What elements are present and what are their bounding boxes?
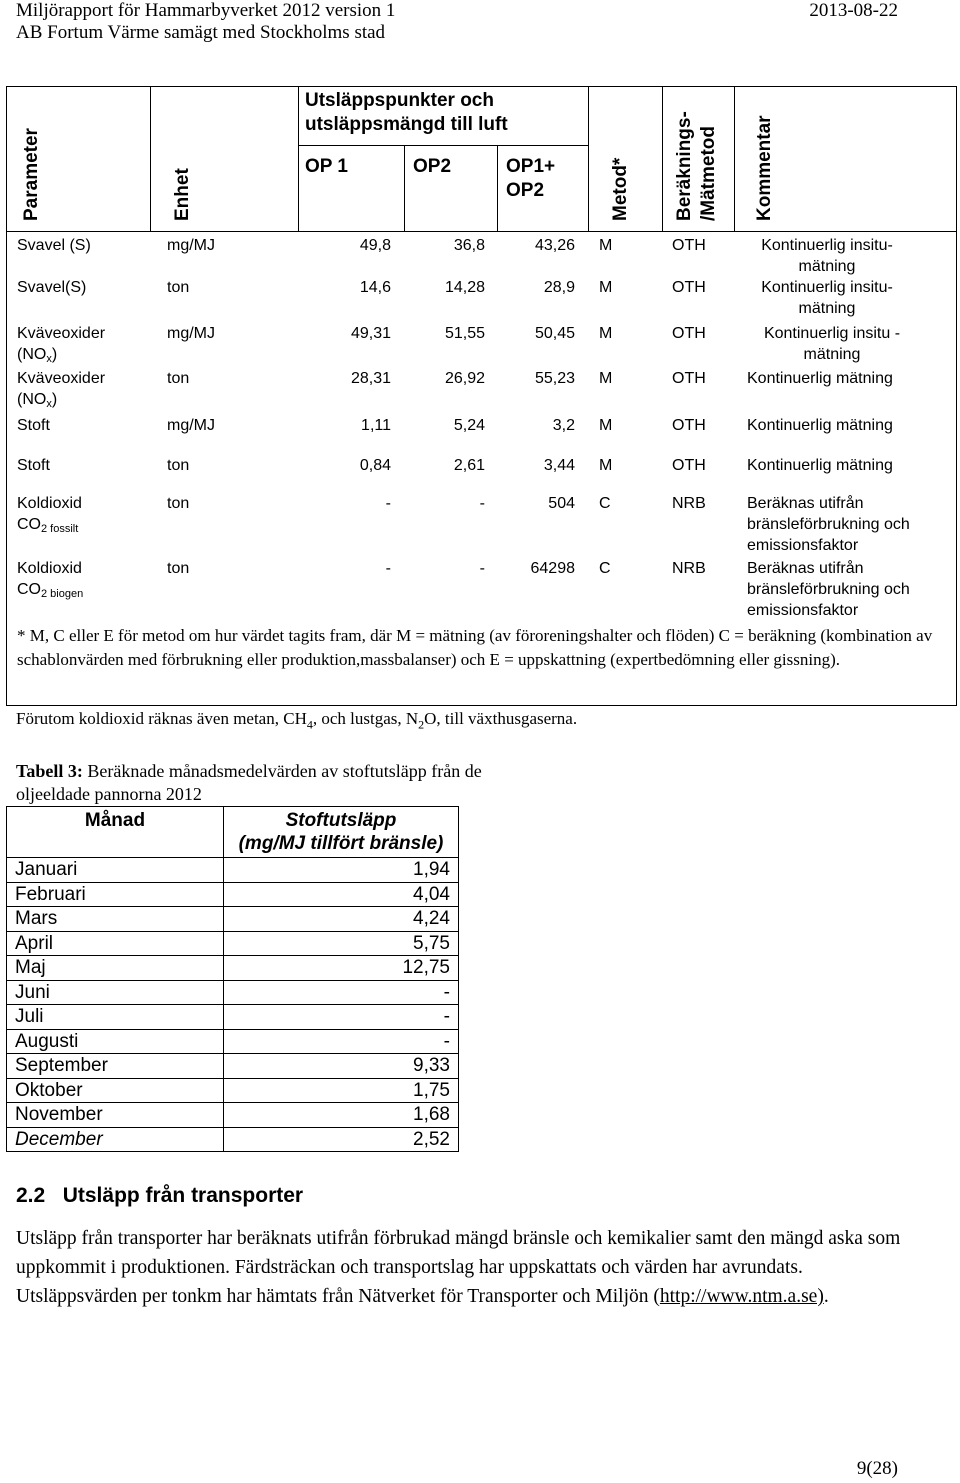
ntm-link[interactable]: http://www.ntm.a.se) <box>659 1286 824 1307</box>
cell-method: M <box>599 279 613 296</box>
cell-op1: - <box>385 560 391 577</box>
cell-dust-value: - <box>224 1029 459 1054</box>
cell-comment: Kontinuerlig insitu-mätning <box>761 237 893 275</box>
cell-op12: 50,45 <box>534 325 575 342</box>
cell-op2: 26,92 <box>444 370 485 387</box>
section-body-text: Utsläpp från transporter har beräknats utifrån förbrukad mängd bränsle och kemikalier samt den mängd aska som uppkommit i produktionen. Färdsträckan och transportslag har uppskattats och värden har avrundats. Utsläppsvärden per tonkm har hämtats från Nätverket för Transporter och Miljön ( <box>16 1228 901 1307</box>
cell-op1: 1,11 <box>361 417 391 434</box>
greenhouse-note-part3: O, till växthusgaserna. <box>424 709 578 728</box>
cell-parameter-line1: Koldioxid <box>17 495 82 512</box>
cell-parameter-subscript: 2 fossilt <box>41 523 79 535</box>
cell-method: M <box>599 457 613 474</box>
cell-dust-value: - <box>224 1005 459 1030</box>
cell-comment: Kontinuerlig insitu-mätning <box>761 279 893 317</box>
monthly-table-body <box>7 858 459 1152</box>
cell-op2: 5,24 <box>453 417 485 434</box>
table-row <box>7 1103 459 1128</box>
cell-calc: OTH <box>672 279 706 296</box>
cell-op2: 14,28 <box>444 279 485 296</box>
column-header-value <box>224 807 459 858</box>
cell-unit: mg/MJ <box>167 417 215 434</box>
cell-dust-value: 1,94 <box>224 858 459 883</box>
cell-unit: mg/MJ <box>167 237 215 254</box>
cell-comment: Kontinuerlig mätning <box>747 370 893 387</box>
cell-month: November <box>7 1103 224 1128</box>
cell-method: M <box>599 237 613 254</box>
cell-dust-value: 4,04 <box>224 882 459 907</box>
cell-month: December <box>7 1127 224 1152</box>
table-row <box>7 931 459 956</box>
cell-dust-value: 5,75 <box>224 931 459 956</box>
greenhouse-note-part1: Förutom koldioxid räknas även metan, CH <box>16 709 307 728</box>
cell-parameter-tail: ) <box>51 346 58 363</box>
emissions-table <box>6 86 957 706</box>
cell-month: Juni <box>7 980 224 1005</box>
cell-month: Januari <box>7 858 224 883</box>
cell-unit: ton <box>167 560 190 577</box>
cell-dust-value: 4,24 <box>224 907 459 932</box>
cell-unit: ton <box>167 495 190 512</box>
cell-op1: 14,6 <box>359 279 391 296</box>
document-header <box>16 0 395 44</box>
table-row <box>7 1127 459 1152</box>
greenhouse-note-sub1: 4 <box>306 717 313 732</box>
header-group-title: Utsläppspunkter och utsläppsmängd till luft <box>305 90 508 135</box>
header-calc-line2: /Mätmetod <box>698 126 719 221</box>
table-row <box>7 858 459 883</box>
table-caption <box>16 760 516 806</box>
cell-dust-value: 1,75 <box>224 1078 459 1103</box>
table-row <box>7 980 459 1005</box>
cell-op1: - <box>385 495 391 512</box>
cell-parameter-line1: Kväveoxider <box>17 370 106 387</box>
cell-op1: 49,8 <box>359 237 391 254</box>
cell-calc: OTH <box>672 417 706 434</box>
header-parameter: Parameter <box>21 128 42 221</box>
cell-month: Augusti <box>7 1029 224 1054</box>
header-comment: Kommentar <box>754 115 775 221</box>
header-op12: OP1+ OP2 <box>506 156 556 201</box>
cell-comment: Kontinuerlig insitu - mätning <box>763 325 901 363</box>
header-method-cell <box>588 87 663 231</box>
cell-comment: Kontinuerlig mätning <box>747 457 893 474</box>
cell-op1: 49,31 <box>350 325 391 342</box>
cell-parameter <box>17 368 157 415</box>
cell-month: Oktober <box>7 1078 224 1103</box>
cell-parameter-line2: (NO <box>17 391 47 408</box>
cell-op12: 3,2 <box>552 417 575 434</box>
cell-op12: 43,26 <box>534 237 575 254</box>
column-header-value-line2: (mg/MJ tillfört bränsle) <box>238 833 444 854</box>
cell-op12: 504 <box>548 495 575 512</box>
header-unit: Enhet <box>172 168 193 221</box>
cell-method: M <box>599 325 613 342</box>
page-number: 9(28) <box>856 1458 898 1479</box>
cell-op2: 51,55 <box>444 325 485 342</box>
cell-month: Maj <box>7 956 224 981</box>
cell-parameter-tail: ) <box>51 391 58 408</box>
section-title: Utsläpp från transporter <box>62 1184 304 1207</box>
section-body-end: . <box>823 1286 829 1307</box>
cell-parameter <box>17 493 157 540</box>
cell-op2: - <box>479 495 485 512</box>
cell-parameter: Svavel(S) <box>17 279 87 296</box>
table-header-row <box>7 807 459 858</box>
cell-month: April <box>7 931 224 956</box>
cell-parameter-subscript: x <box>46 398 52 410</box>
cell-parameter <box>17 558 157 605</box>
cell-method: M <box>599 370 613 387</box>
table-row <box>7 1054 459 1079</box>
cell-month: Februari <box>7 882 224 907</box>
cell-op12: 3,44 <box>543 457 575 474</box>
cell-dust-value: - <box>224 980 459 1005</box>
cell-comment: Beräknas utifrån bränsleförbrukning och emissionsfaktor <box>747 495 910 554</box>
table-row <box>7 956 459 981</box>
cell-month: Juli <box>7 1005 224 1030</box>
cell-calc: NRB <box>672 560 706 577</box>
header-comment-cell <box>734 87 956 231</box>
cell-parameter-subscript: x <box>46 353 52 365</box>
section-heading <box>16 1184 303 1208</box>
header-op1: OP 1 <box>305 156 348 177</box>
document-title: Miljörapport för Hammarbyverket 2012 version 1 <box>16 0 396 21</box>
cell-calc: NRB <box>672 495 706 512</box>
cell-unit: ton <box>167 370 190 387</box>
greenhouse-note-sub2: 2 <box>418 717 425 732</box>
table-row <box>7 1078 459 1103</box>
table-row <box>7 1029 459 1054</box>
cell-op12: 28,9 <box>543 279 575 296</box>
cell-calc: OTH <box>672 325 706 342</box>
header-parameter-cell <box>7 87 151 231</box>
document-date: 2013-08-22 <box>809 0 898 21</box>
header-method: Metod* <box>610 157 631 221</box>
cell-parameter: Stoft <box>17 417 50 434</box>
cell-calc: OTH <box>672 237 706 254</box>
header-op2: OP2 <box>413 156 452 177</box>
cell-parameter <box>17 323 157 370</box>
greenhouse-note-part2: , och lustgas, N <box>312 709 419 728</box>
table-row <box>7 1005 459 1030</box>
cell-parameter: Svavel (S) <box>17 237 91 254</box>
cell-parameter: Stoft <box>17 457 50 474</box>
header-unit-cell <box>150 87 299 231</box>
monthly-dust-table <box>6 806 459 1152</box>
cell-op1: 0,84 <box>359 457 391 474</box>
table-caption-text: Beräknade månadsmedelvärden av stoftutsläpp från de oljeeldade pannorna 2012 <box>16 761 482 804</box>
cell-parameter-line1: Kväveoxider <box>17 325 106 342</box>
cell-unit: ton <box>167 279 190 296</box>
cell-month: Mars <box>7 907 224 932</box>
cell-unit: mg/MJ <box>167 325 215 342</box>
cell-unit: ton <box>167 457 190 474</box>
cell-op12: 55,23 <box>534 370 575 387</box>
cell-month: September <box>7 1054 224 1079</box>
table-row <box>7 907 459 932</box>
cell-parameter-line2: (NO <box>17 346 47 363</box>
cell-parameter-subscript: 2 biogen <box>41 588 84 600</box>
column-header-value-line1: Stoftutsläpp <box>285 810 397 831</box>
cell-op12: 64298 <box>530 560 575 577</box>
cell-calc: OTH <box>672 457 706 474</box>
table-footnote: * M, C eller E för metod om hur värdet tagits fram, där M = mätning (av föroreningshalter och flöden) C = beräkning (kombination av schablonvärden med förbrukning eller produktion,massbalanser) och E = uppskattning (expertbedömning eller gissning). <box>17 626 933 669</box>
section-number: 2.2 <box>16 1184 46 1207</box>
header-calc-cell <box>662 87 735 231</box>
emissions-table-header <box>7 87 956 232</box>
cell-dust-value: 2,52 <box>224 1127 459 1152</box>
column-header-month: Månad <box>7 807 224 858</box>
cell-dust-value: 12,75 <box>224 956 459 981</box>
cell-op2: - <box>479 560 485 577</box>
cell-comment: Kontinuerlig mätning <box>747 417 893 434</box>
section-body <box>16 1224 916 1311</box>
cell-calc: OTH <box>672 370 706 387</box>
cell-method: M <box>599 417 613 434</box>
company-name: AB Fortum Värme samägt med Stockholms stad <box>16 22 386 43</box>
cell-parameter-line2: CO <box>17 516 41 533</box>
cell-op1: 28,31 <box>350 370 391 387</box>
cell-dust-value: 1,68 <box>224 1103 459 1128</box>
table-caption-label: Tabell 3: <box>16 761 83 781</box>
table-row <box>7 882 459 907</box>
cell-comment: Beräknas utifrån bränsleförbrukning och emissionsfaktor <box>747 560 910 619</box>
cell-dust-value: 9,33 <box>224 1054 459 1079</box>
cell-method: C <box>599 560 611 577</box>
cell-op2: 2,61 <box>453 457 485 474</box>
header-calc-line1: Beräknings- <box>674 111 695 221</box>
greenhouse-note <box>16 708 916 735</box>
cell-parameter-line1: Koldioxid <box>17 560 82 577</box>
cell-op2: 36,8 <box>453 237 485 254</box>
cell-method: C <box>599 495 611 512</box>
cell-parameter-line2: CO <box>17 581 41 598</box>
